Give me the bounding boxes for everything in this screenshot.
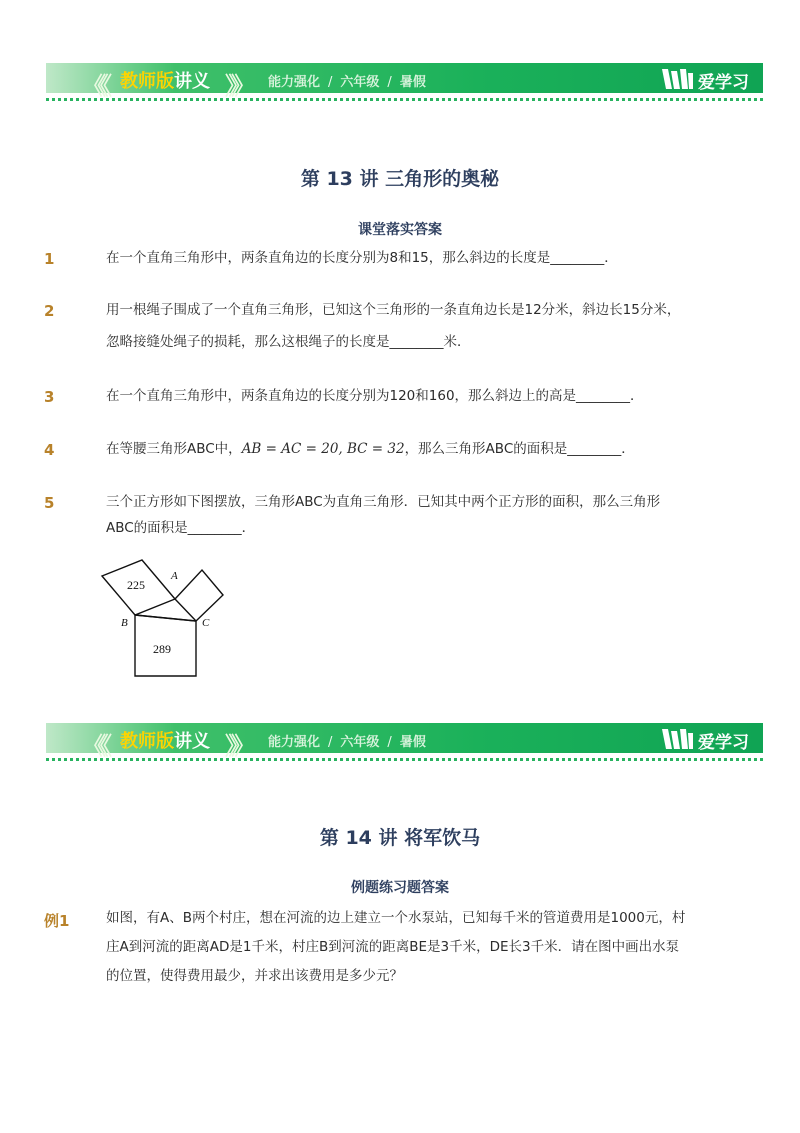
area-label-top: 225 xyxy=(127,578,145,592)
lecture-title: 第 14 讲 将军饮马 xyxy=(319,827,481,849)
double-chevron-right-icon: 》》 xyxy=(225,732,249,760)
brand-logo-icon xyxy=(660,727,694,751)
question-text: 在一个直角三角形中，两条直角边的长度分别为120和160，那么斜边上的高是________． xyxy=(106,388,644,404)
question-line: 用一根绳子围成了一个直角三角形，已知这个三角形的一条直角边长是12分米，斜边长15分米， xyxy=(106,302,681,318)
question-text: 在一个直角三角形中，两条直角边的长度分别为8和15，那么斜边的长度是________． xyxy=(106,250,618,266)
banner-title: 教师版讲义 xyxy=(120,71,210,92)
lecture-title: 第 13 讲 三角形的奥秘 xyxy=(300,168,500,190)
brand-logo-text: 爱学习 xyxy=(698,73,749,93)
math-formula: AB = AC = 20, BC = 32 xyxy=(241,441,405,457)
question-number: 5 xyxy=(44,494,55,512)
banner-dotted-divider xyxy=(46,758,763,761)
question-text xyxy=(106,488,726,543)
question-text: 在等腰三角形ABC中，AB = AC = 20, BC = 32，那么三角形ABC的面积是________． xyxy=(106,441,635,457)
square-small xyxy=(175,570,223,621)
example-number: 例1 xyxy=(44,912,70,930)
question-number: 1 xyxy=(44,250,55,268)
double-chevron-left-icon: 《《 xyxy=(82,732,106,760)
area-label-bottom: 289 xyxy=(153,642,171,656)
question-line: 忽略接缝处绳子的损耗，那么这根绳子的长度是________米． xyxy=(106,334,471,350)
example-line: 的位置，使得费用最少，并求出该费用是多少元？ xyxy=(106,968,403,984)
example-line: 如图，有A、B两个村庄，想在河流的边上建立一个水泵站，已知每千米的管道费用是1000元，村 xyxy=(106,910,686,926)
banner-dotted-divider xyxy=(46,98,763,101)
banner-title: 教师版讲义 xyxy=(120,731,210,752)
header-banner xyxy=(46,723,763,760)
brand-logo-icon xyxy=(660,67,694,91)
question-line: ABC的面积是________． xyxy=(106,520,256,536)
section-title: 例题练习题答案 xyxy=(351,880,449,896)
vertex-label-a: A xyxy=(171,570,178,582)
question-text xyxy=(106,296,726,357)
banner-breadcrumb: 能力强化 / 六年级 / 暑假 xyxy=(268,75,426,90)
brand-logo-text: 爱学习 xyxy=(698,733,749,753)
vertex-label-c: C xyxy=(202,617,210,629)
question-line: 三个正方形如下图摆放，三角形ABC为直角三角形．已知其中两个正方形的面积，那么三角形 xyxy=(106,494,661,510)
section-title: 课堂落实答案 xyxy=(358,222,442,238)
question-number: 4 xyxy=(44,441,55,459)
double-chevron-left-icon: 《《 xyxy=(82,72,106,100)
three-squares-figure xyxy=(100,558,230,682)
banner-breadcrumb: 能力强化 / 六年级 / 暑假 xyxy=(268,735,426,750)
double-chevron-right-icon: 》》 xyxy=(225,72,249,100)
hypotenuse-line xyxy=(135,615,196,621)
example-text xyxy=(106,904,726,991)
question-number: 3 xyxy=(44,388,55,406)
example-line: 庄A到河流的距离AD是1千米，村庄B到河流的距离BE是3千米，DE长3千米．请在图中画出水泵 xyxy=(106,939,680,955)
header-banner xyxy=(46,63,763,100)
vertex-label-b: B xyxy=(121,617,128,629)
question-number: 2 xyxy=(44,302,55,320)
